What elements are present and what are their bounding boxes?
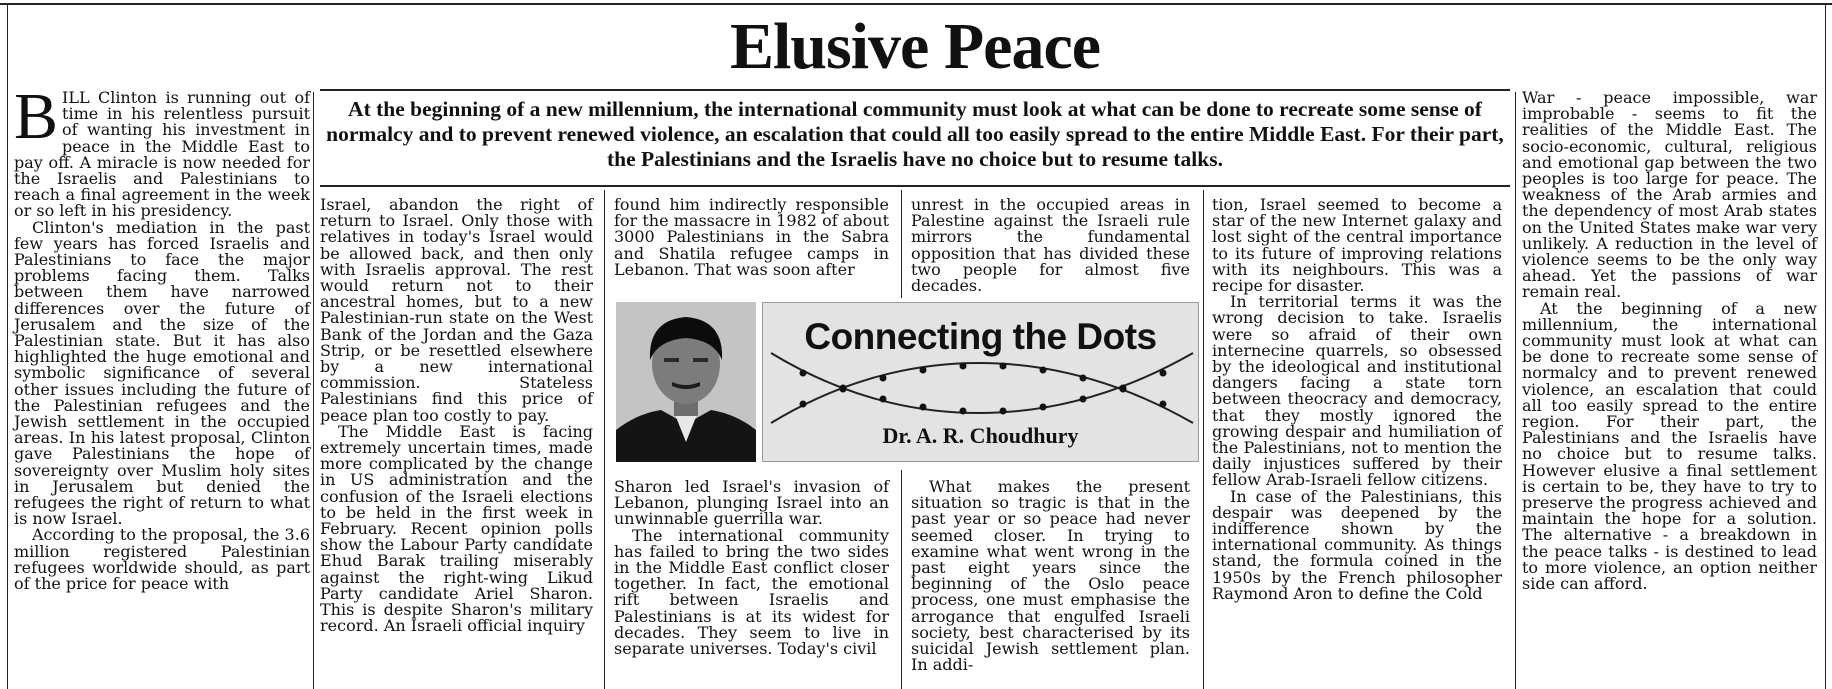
paragraph: In case of the Palestinians, this despair was deepened by the indifference shown by the international community. As things stand, the formula coined in the 1950s by the French philosopher Raymond Aron to define the Cold [1212, 486, 1502, 603]
column-6 [1522, 90, 1817, 592]
column-author: Dr. A. R. Choudhury [882, 423, 1079, 448]
paragraph: ILL Clinton is running out of time in his relentless pursuit of wanting his investment in peace in the Middle East to pay off. A miracle is now needed for the Israelis and Palestinians to reach a final agreement in the week or so left in his presidency. [14, 88, 310, 221]
deck-bottom-rule [320, 185, 1510, 187]
column-divider [604, 190, 605, 689]
paragraph: found him indirectly responsible for the massacre in 1982 of about 3000 Palestinians in the Sabra and Shatila refugee camps in Lebanon. That was soon after [614, 195, 889, 279]
page-right-border [1825, 5, 1826, 689]
page-top-border [0, 3, 1832, 5]
column-5 [1212, 197, 1502, 602]
paragraph: Israel, abandon the right of return to Israel. Only those with relatives in today's Israel would be allowed back, and then only with Israelis approval. The rest would return not to their ancestral homes, but to a new Palestinian-run state on the West Bank of the Jordan and the Gaza Strip, or be resettled elsewhere by a new international commission. Stateless Palestinians find this price of peace plan too costly to pay. [320, 195, 593, 425]
paragraph: Sharon led Israel's invasion of Lebanon, plunging Israel into an unwinnable guerrilla war. [614, 477, 889, 529]
column-title: Connecting the Dots [804, 316, 1157, 357]
paragraph: According to the proposal, the 3.6 million registered Palestinian refugees worldwide should, as part of the price for peace with [14, 525, 310, 594]
column-divider [1203, 190, 1204, 689]
paragraph: What makes the present situation so tragic is that in the past year or so peace had never seemed closer. In trying to examine what went wrong in the past eight years since the beginning of the Oslo peace process, one must emphasise the arrogance that engulfed Israeli society, best characterised by its suicidal Jewish settlement plan. In addi- [911, 477, 1190, 675]
paragraph: tion, Israel seemed to become a star of the new Internet galaxy and lost sight of the central importance to its future of improving relations with its neighbours. This was a recipe for disaster. [1212, 195, 1502, 296]
column-1 [14, 80, 310, 594]
paragraph: The Middle East is facing extremely uncertain times, made more complicated by the change in US administration and the confusion of the Israeli elections to be held in the first week in February. Recent opinion polls show the Labour Party candidate Ehud Barak trailing miserably against the right-wing Likud Party candidate Ariel Sharon. This is despite Sharon's military record. An Israeli official inquiry [320, 421, 593, 636]
paragraph: The international community has failed to bring the two sides in the Middle East conflict closer together. In fact, the emotional rift between Israelis and Palestinians is at its widest for decades. They seem to live in separate universes. Today's civil [614, 525, 889, 659]
column-divider [313, 92, 314, 689]
paragraph: unrest in the occupied areas in Palestine against the Israeli rule mirrors the fundamental opposition that has divided these two people for almost five decades. [911, 195, 1190, 296]
column-divider [901, 190, 902, 298]
deck: At the beginning of a new millennium, the international community must look at what can be done to recreate some sense of normalcy and to prevent renewed violence, an escalation that could all too easily spread to the entire Middle East. For their part, the Palestinians and the Israelis have no choice but to resume talks. [326, 97, 1504, 171]
column-divider [1515, 92, 1516, 689]
drop-cap: B [14, 80, 59, 153]
paragraph: At the beginning of a new millennium, the international community must look at what can be done to recreate some sense of normalcy and to prevent renewed violence, an escalation that could all too easily spread to the entire region. For their part, the Palestinians and the Israelis have no choice but to resume talks. However elusive a final settlement is certain to be, they have to try to preserve the progress achieved and maintain the hope for a solution. The alternative - a breakdown in the peace talks - is destined to lead to more violence, an option neither side can afford. [1522, 298, 1817, 594]
author-photo [616, 302, 756, 462]
paragraph: In territorial terms it was the wrong decision to take. Israelis were so afraid of their own internecine quarrels, so obsessed by the ideological and institutional dangers facing a state torn between theocracy and democracy, that they mostly ignored the growing despair and humiliation of the Palestinians, not to mention the daily injustices suffered by their fellow Arab-Israeli fellow citizens. [1212, 292, 1502, 490]
column-banner [762, 302, 1199, 462]
headline: Elusive Peace [729, 10, 1101, 83]
author-portrait-image [616, 302, 756, 462]
column-3-top [614, 197, 889, 278]
paragraph: Clinton's mediation in the past few years has forced Israelis and Palestinians to face the major problems facing them. Talks between them have narrowed differences over the future of Jerusalem and the size of the Palestinian state. But it has also highlighted the huge emotional and symbolic significance of several other issues including the future of the Palestinian refugees and the Jewish settlement in the occupied areas. In his latest proposal, Clinton gave Palestinians the hope of sovereignty over Muslim holy sites in Jerusalem but denied the refugees the right of return to what is now Israel. [14, 217, 310, 529]
paragraph: War - peace impossible, war improbable - seems to fit the realities of the Middle East. The socio-economic, cultural, religious and emotional gap between the two peoples is too large for peace. The weakness of the Arab armies and the dependency of most Arab states on the United States make war very unlikely. A reduction in the level of violence seems to be the only way ahead. Yet the passions of war remain real. [1522, 88, 1817, 302]
column-3-bottom [614, 479, 889, 657]
page-left-border [7, 5, 8, 689]
column-feature-box [616, 302, 1199, 462]
column-4-bottom [911, 479, 1190, 673]
column-divider [901, 470, 902, 689]
deck-top-rule [320, 89, 1510, 91]
column-4-top [911, 197, 1190, 294]
column-2 [320, 197, 593, 634]
